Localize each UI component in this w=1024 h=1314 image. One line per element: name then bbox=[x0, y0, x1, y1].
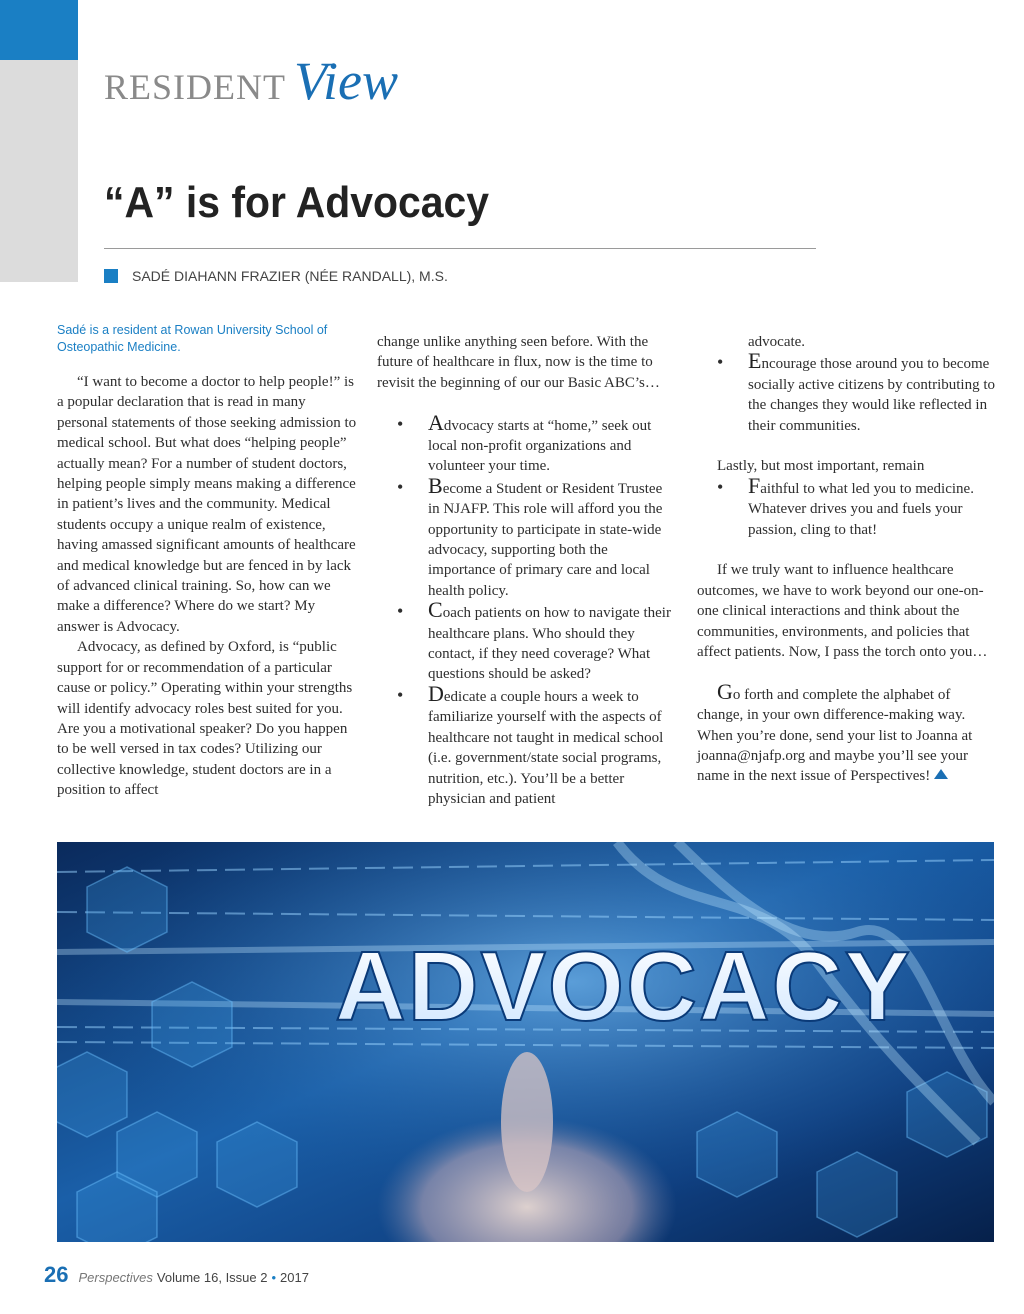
image-headline: ADVOCACY bbox=[335, 931, 912, 1041]
list-initial: E bbox=[748, 348, 762, 374]
section-suffix: View bbox=[294, 51, 398, 111]
section-prefix: RESIDENT bbox=[104, 67, 286, 107]
issue-year: 2017 bbox=[280, 1270, 309, 1285]
list-text: dvocacy starts at “home,” seek out local non-profit organizations and volunteer your time. bbox=[428, 417, 652, 475]
paragraph: change unlike anything seen before. With the future of healthcare in flux, now is the time to revisit the beginning of our our Basic ABC’s… bbox=[377, 334, 660, 391]
list-item: • Encourage those around you to become socially active citizens by contributing to the changes they would like reflected in their communities. bbox=[717, 348, 996, 434]
list-item: • Coach patients on how to navigate their healthcare plans. Who should they contact, if they need coverage? What questions should be asked? bbox=[397, 597, 671, 683]
list-initial: F bbox=[748, 472, 761, 498]
end-mark-icon bbox=[934, 769, 948, 779]
list-item: • Dedicate a couple hours a week to familiarize yourself with the aspects of healthcare not taught in medical school (i.e. government/state social programs, nutrition, etc.). You’ll be a better physician and patient bbox=[397, 680, 664, 807]
author-name: SADÉ DIAHANN FRAZIER (NÉE RANDALL), M.S. bbox=[132, 268, 448, 284]
abc-list-final bbox=[697, 472, 997, 540]
continued-text: advocate. bbox=[748, 334, 806, 350]
list-text: ncourage those around you to become socially active citizens by contributing to the changes they would like reflected in their communities. bbox=[748, 356, 996, 434]
list-text: edicate a couple hours a week to familiarize yourself with the aspects of healthcare not taught in medical school (i.e. government/state social programs, nutrition, etc.). You’ll be a better physician and patient bbox=[428, 688, 664, 807]
list-item: • Faithful to what led you to medicine. Whatever drives you and fuels your passion, cling to that! bbox=[717, 472, 974, 538]
list-initial: D bbox=[428, 680, 444, 706]
byline-square-icon bbox=[104, 269, 118, 283]
abc-list-continued bbox=[697, 348, 997, 436]
author-intro: Sadé is a resident at Rowan University School of Osteopathic Medicine. bbox=[57, 323, 328, 354]
accent-bar bbox=[0, 0, 78, 60]
page-footer bbox=[44, 1262, 309, 1288]
magazine-name: Perspectives bbox=[78, 1270, 153, 1285]
list-text: ecome a Student or Resident Trustee in NJAFP. This role will afford you the opportunity to participate in state-wide advocacy, supporting both the importance of primary care and local health policy. bbox=[428, 480, 663, 599]
closing-paragraph bbox=[697, 678, 997, 787]
abc-list bbox=[377, 409, 677, 810]
byline bbox=[104, 268, 448, 284]
list-item: • Become a Student or Resident Trustee in NJAFP. This role will afford you the opportunity to participate in state-wide advocacy, supporting both the importance of primary care and local health policy. bbox=[397, 472, 663, 599]
section-header bbox=[104, 50, 398, 112]
list-initial: B bbox=[428, 472, 443, 498]
paragraph: If we truly want to influence healthcare outcomes, we have to work beyond our one-on-one clinical interactions and think about the communities, environments, and policies that affect patients. Now, I pass the torch onto you… bbox=[697, 562, 988, 661]
list-text: oach patients on how to navigate their healthcare plans. Who should they contact, if they need coverage? What questions should be asked? bbox=[428, 605, 671, 683]
issue-info: Volume 16, Issue 2 bbox=[156, 1270, 268, 1285]
paragraph: Lastly, but most important, remain bbox=[717, 458, 925, 475]
article-title: “A” is for Advocacy bbox=[104, 178, 490, 227]
list-initial: C bbox=[428, 597, 443, 623]
closing-text: o forth and complete the alphabet of change, in your own difference-making way. When you’re done, send your list to Joanna at joanna@njafp.org and maybe you’ll see your name in the next issue of Perspectives! bbox=[697, 686, 973, 785]
paragraph: “I want to become a doctor to help people!” is a popular declaration that is read in many personal statements of those seeking admission to medical school. But what does “helping people” actually mean? For a number of student doctors, helping people simply means making a difference in patient’s lives and the community. Medical students occupy a unique realm of existence, having amassed significant amounts of healthcare and medical knowledge but are fenced in by lack of advanced clinical training. So, how can we make a difference? Where do we start? My answer is Advocacy. bbox=[57, 374, 357, 635]
list-initial: A bbox=[428, 409, 444, 435]
title-divider bbox=[104, 248, 816, 249]
column-1 bbox=[57, 322, 357, 801]
footer-separator: • bbox=[271, 1270, 277, 1285]
column-3 bbox=[697, 332, 997, 787]
list-item: • Advocacy starts at “home,” seek out local non-profit organizations and volunteer your time. bbox=[397, 409, 652, 475]
advocacy-image bbox=[57, 842, 994, 1242]
paragraph-initial: G bbox=[717, 678, 733, 704]
column-2 bbox=[377, 332, 677, 809]
paragraph: Advocacy, as defined by Oxford, is “public support for or recommendation of a particular cause or policy.” Operating within your strengths will identify advocacy roles best suited for you. Are you a motivational speaker? Do you happen to be well versed in tax codes? Utilizing our collective knowledge, student doctors are in a position to affect bbox=[57, 639, 353, 799]
list-text: aithful to what led you to medicine. Whatever drives you and fuels your passion, cling to that! bbox=[748, 480, 974, 538]
sidebar-bar bbox=[0, 60, 78, 282]
page-number: 26 bbox=[44, 1262, 69, 1287]
